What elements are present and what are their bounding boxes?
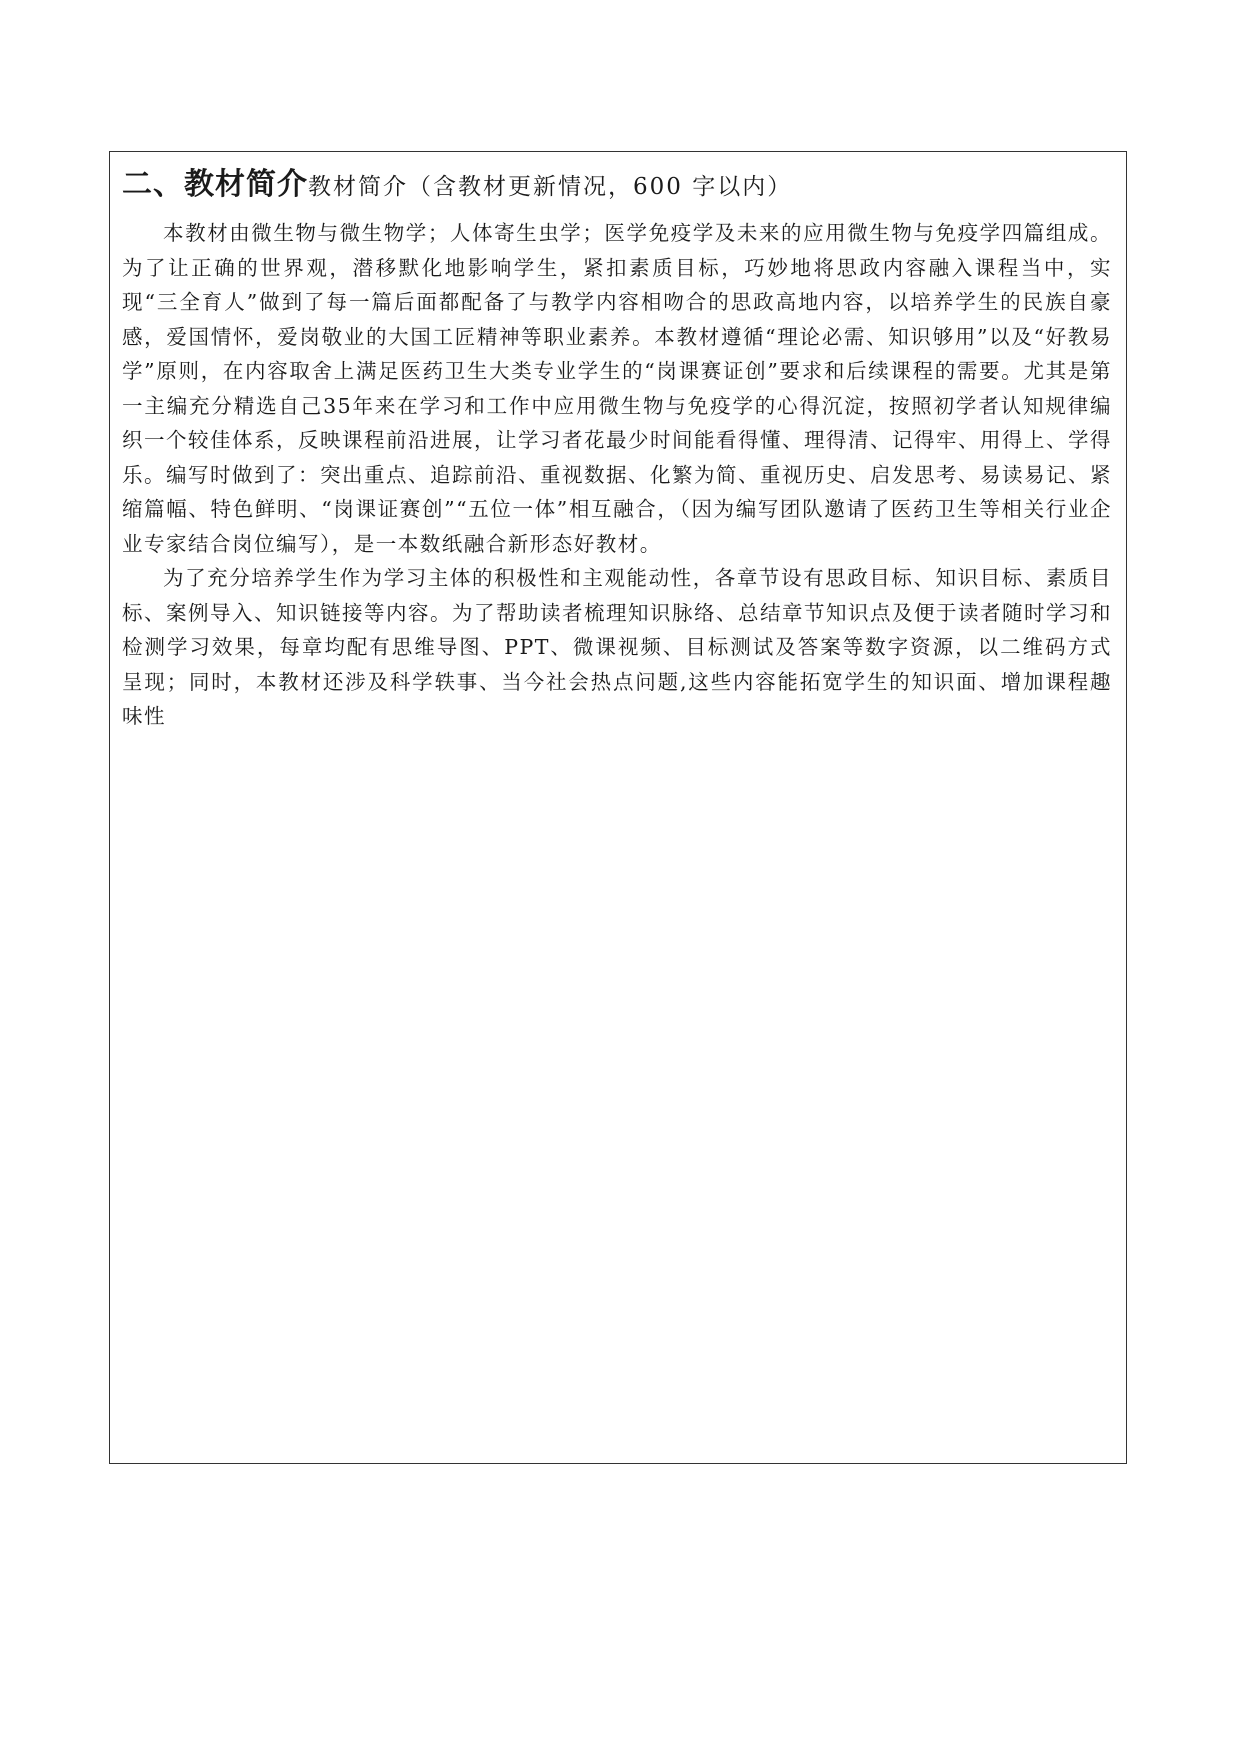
intro-paragraph-1: 本教材由微生物与微生物学；人体寄生虫学；医学免疫学及未来的应用微生物与免疫学四篇组成。为了让正确的世界观，潜移默化地影响学生，紧扣素质目标，巧妙地将思政内容融入课程当中，实现“三全育人”做到了每一篇后面都配备了与教学内容相吻合的思政高地内容，以培养学生的民族自豪感，爱国情怀，爱岗敬业的大国工匠精神等职业素养。本教材遵循“理论必需、知识够用”以及“好教易学”原则，在内容取舍上满足医药卫生大类专业学生的“岗课赛证创”要求和后续课程的需要。尤其是第一主编充分精选自己35年来在学习和工作中应用微生物与免疫学的心得沉淀，按照初学者认知规律编织一个较佳体系，反映课程前沿进展，让学习者花最少时间能看得懂、理得清、记得牢、用得上、学得乐。编写时做到了：突出重点、追踪前沿、重视数据、化繁为简、重视历史、启发思考、易读易记、紧缩篇幅、特色鲜明、“岗课证赛创”“五位一体”相互融合，（因为编写团队邀请了医药卫生等相关行业企业专家结合岗位编写），是一本数纸融合新形态好教材。: [122, 221, 1112, 556]
section-title: 二、教材简介: [122, 167, 308, 202]
textbook-introduction-body: [122, 216, 1112, 734]
intro-paragraph-2: 为了充分培养学生作为学习主体的积极性和主观能动性，各章节设有思政目标、知识目标、素质目标、案例导入、知识链接等内容。为了帮助读者梳理知识脉络、总结章节知识点及便于读者随时学习和检测学习效果，每章均配有思维导图、PPT、微课视频、目标测试及答案等数字资源，以二维码方式呈现；同时，本教材还涉及科学轶事、当今社会热点问题,这些内容能拓宽学生的知识面、增加课程趣味性: [122, 566, 1112, 728]
section-heading: [122, 164, 792, 210]
form-section-box: [109, 151, 1127, 1464]
section-subtitle: 教材简介（含教材更新情况，600 字以内）: [308, 174, 793, 200]
